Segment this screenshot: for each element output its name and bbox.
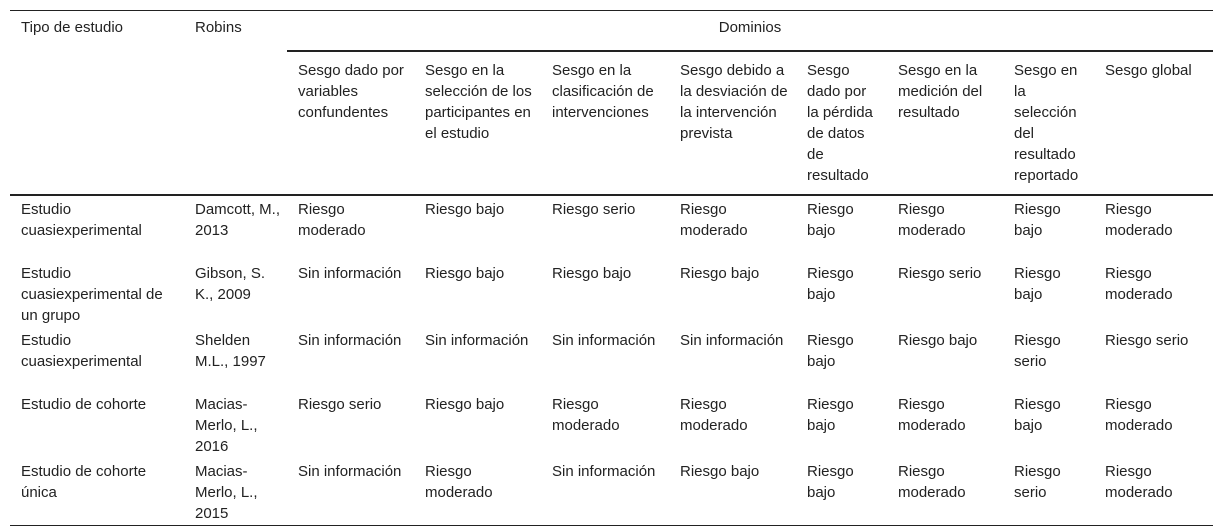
- cell-value: Riesgo bajo: [1014, 265, 1061, 303]
- cell-tipo: Estudio cuasiexperimental: [21, 332, 142, 370]
- cell-value: Sin información: [680, 332, 784, 349]
- table-row: [10, 260, 1213, 327]
- cell-value: Riesgo moderado: [1105, 463, 1173, 501]
- header-robins: Robins: [184, 11, 287, 196]
- cell-value: Riesgo moderado: [680, 396, 748, 434]
- cell-value: Riesgo moderado: [898, 463, 966, 501]
- cell-value: Sin información: [298, 332, 402, 349]
- header-domain-seleccion-participantes: Sesgo en la selección de los participantes en el estudio: [414, 51, 541, 195]
- cell-robins: Shelden M.L., 1997: [195, 332, 266, 370]
- cell-value: Riesgo bajo: [425, 265, 505, 282]
- cell-value: Riesgo serio: [298, 396, 382, 413]
- cell-value: Riesgo moderado: [680, 201, 748, 239]
- header-domain-desviacion: Sesgo debido a la desviación de la intervención prevista: [669, 51, 796, 195]
- cell-value: Riesgo bajo: [807, 463, 854, 501]
- header-domain-perdida-datos: Sesgo dado por la pérdida de datos de resultado: [796, 51, 887, 195]
- table-body: [10, 195, 1213, 526]
- cell-value: Riesgo bajo: [807, 201, 854, 239]
- cell-value: Riesgo serio: [552, 201, 636, 218]
- table-row: [10, 327, 1213, 391]
- cell-value: Riesgo bajo: [807, 265, 854, 303]
- header-domain-clasificacion: Sesgo en la clasificación de intervenciones: [541, 51, 669, 195]
- header-tipo-de-estudio: Tipo de estudio: [10, 11, 184, 196]
- cell-value: Sin información: [425, 332, 529, 349]
- header-domain-seleccion-resultado: Sesgo en la selección del resultado reportado: [1003, 51, 1094, 195]
- cell-value: Riesgo bajo: [807, 396, 854, 434]
- table-row: [10, 391, 1213, 458]
- cell-value: Sin información: [552, 332, 656, 349]
- risk-of-bias-table: [10, 10, 1213, 526]
- cell-value: Riesgo bajo: [552, 265, 632, 282]
- table-row: [10, 458, 1213, 526]
- cell-robins: Gibson, S. K., 2009: [195, 265, 266, 303]
- cell-value: Riesgo moderado: [552, 396, 620, 434]
- cell-value: Riesgo bajo: [807, 332, 854, 370]
- cell-tipo: Estudio cuasiexperimental de un grupo: [21, 265, 163, 324]
- cell-value: Riesgo serio: [1014, 332, 1061, 370]
- table-header: [10, 11, 1213, 196]
- cell-value: Riesgo serio: [898, 265, 982, 282]
- cell-value: Riesgo bajo: [898, 332, 978, 349]
- cell-tipo: Estudio cuasiexperimental: [21, 201, 142, 239]
- cell-robins: Damcott, M., 2013: [195, 201, 281, 239]
- cell-value: Riesgo moderado: [425, 463, 493, 501]
- cell-value: Riesgo bajo: [425, 201, 505, 218]
- cell-robins: Macias-Merlo, L., 2016: [195, 396, 258, 455]
- cell-tipo: Estudio de cohorte única: [21, 463, 147, 501]
- cell-value: Sin información: [298, 463, 402, 480]
- cell-value: Riesgo serio: [1014, 463, 1061, 501]
- table-row: [10, 195, 1213, 260]
- cell-value: Sin información: [552, 463, 656, 480]
- header-domain-confundentes: Sesgo dado por variables confundentes: [287, 51, 414, 195]
- cell-value: Riesgo moderado: [898, 201, 966, 239]
- header-dominios: Dominios: [287, 11, 1213, 52]
- cell-value: Riesgo bajo: [680, 265, 760, 282]
- cell-value: Riesgo bajo: [1014, 201, 1061, 239]
- cell-value: Riesgo serio: [1105, 332, 1189, 349]
- header-domain-medicion: Sesgo en la medición del resultado: [887, 51, 1003, 195]
- cell-value: Riesgo moderado: [898, 396, 966, 434]
- cell-value: Riesgo moderado: [1105, 201, 1173, 239]
- cell-value: Riesgo moderado: [1105, 396, 1173, 434]
- cell-value: Riesgo bajo: [680, 463, 760, 480]
- cell-robins: Macias-Merlo, L., 2015: [195, 463, 258, 522]
- cell-tipo: Estudio de cohorte: [21, 396, 147, 413]
- cell-value: Riesgo moderado: [298, 201, 366, 239]
- cell-value: Riesgo bajo: [425, 396, 505, 413]
- cell-value: Riesgo bajo: [1014, 396, 1061, 434]
- cell-value: Riesgo moderado: [1105, 265, 1173, 303]
- header-domain-global: Sesgo global: [1094, 51, 1213, 195]
- cell-value: Sin información: [298, 265, 402, 282]
